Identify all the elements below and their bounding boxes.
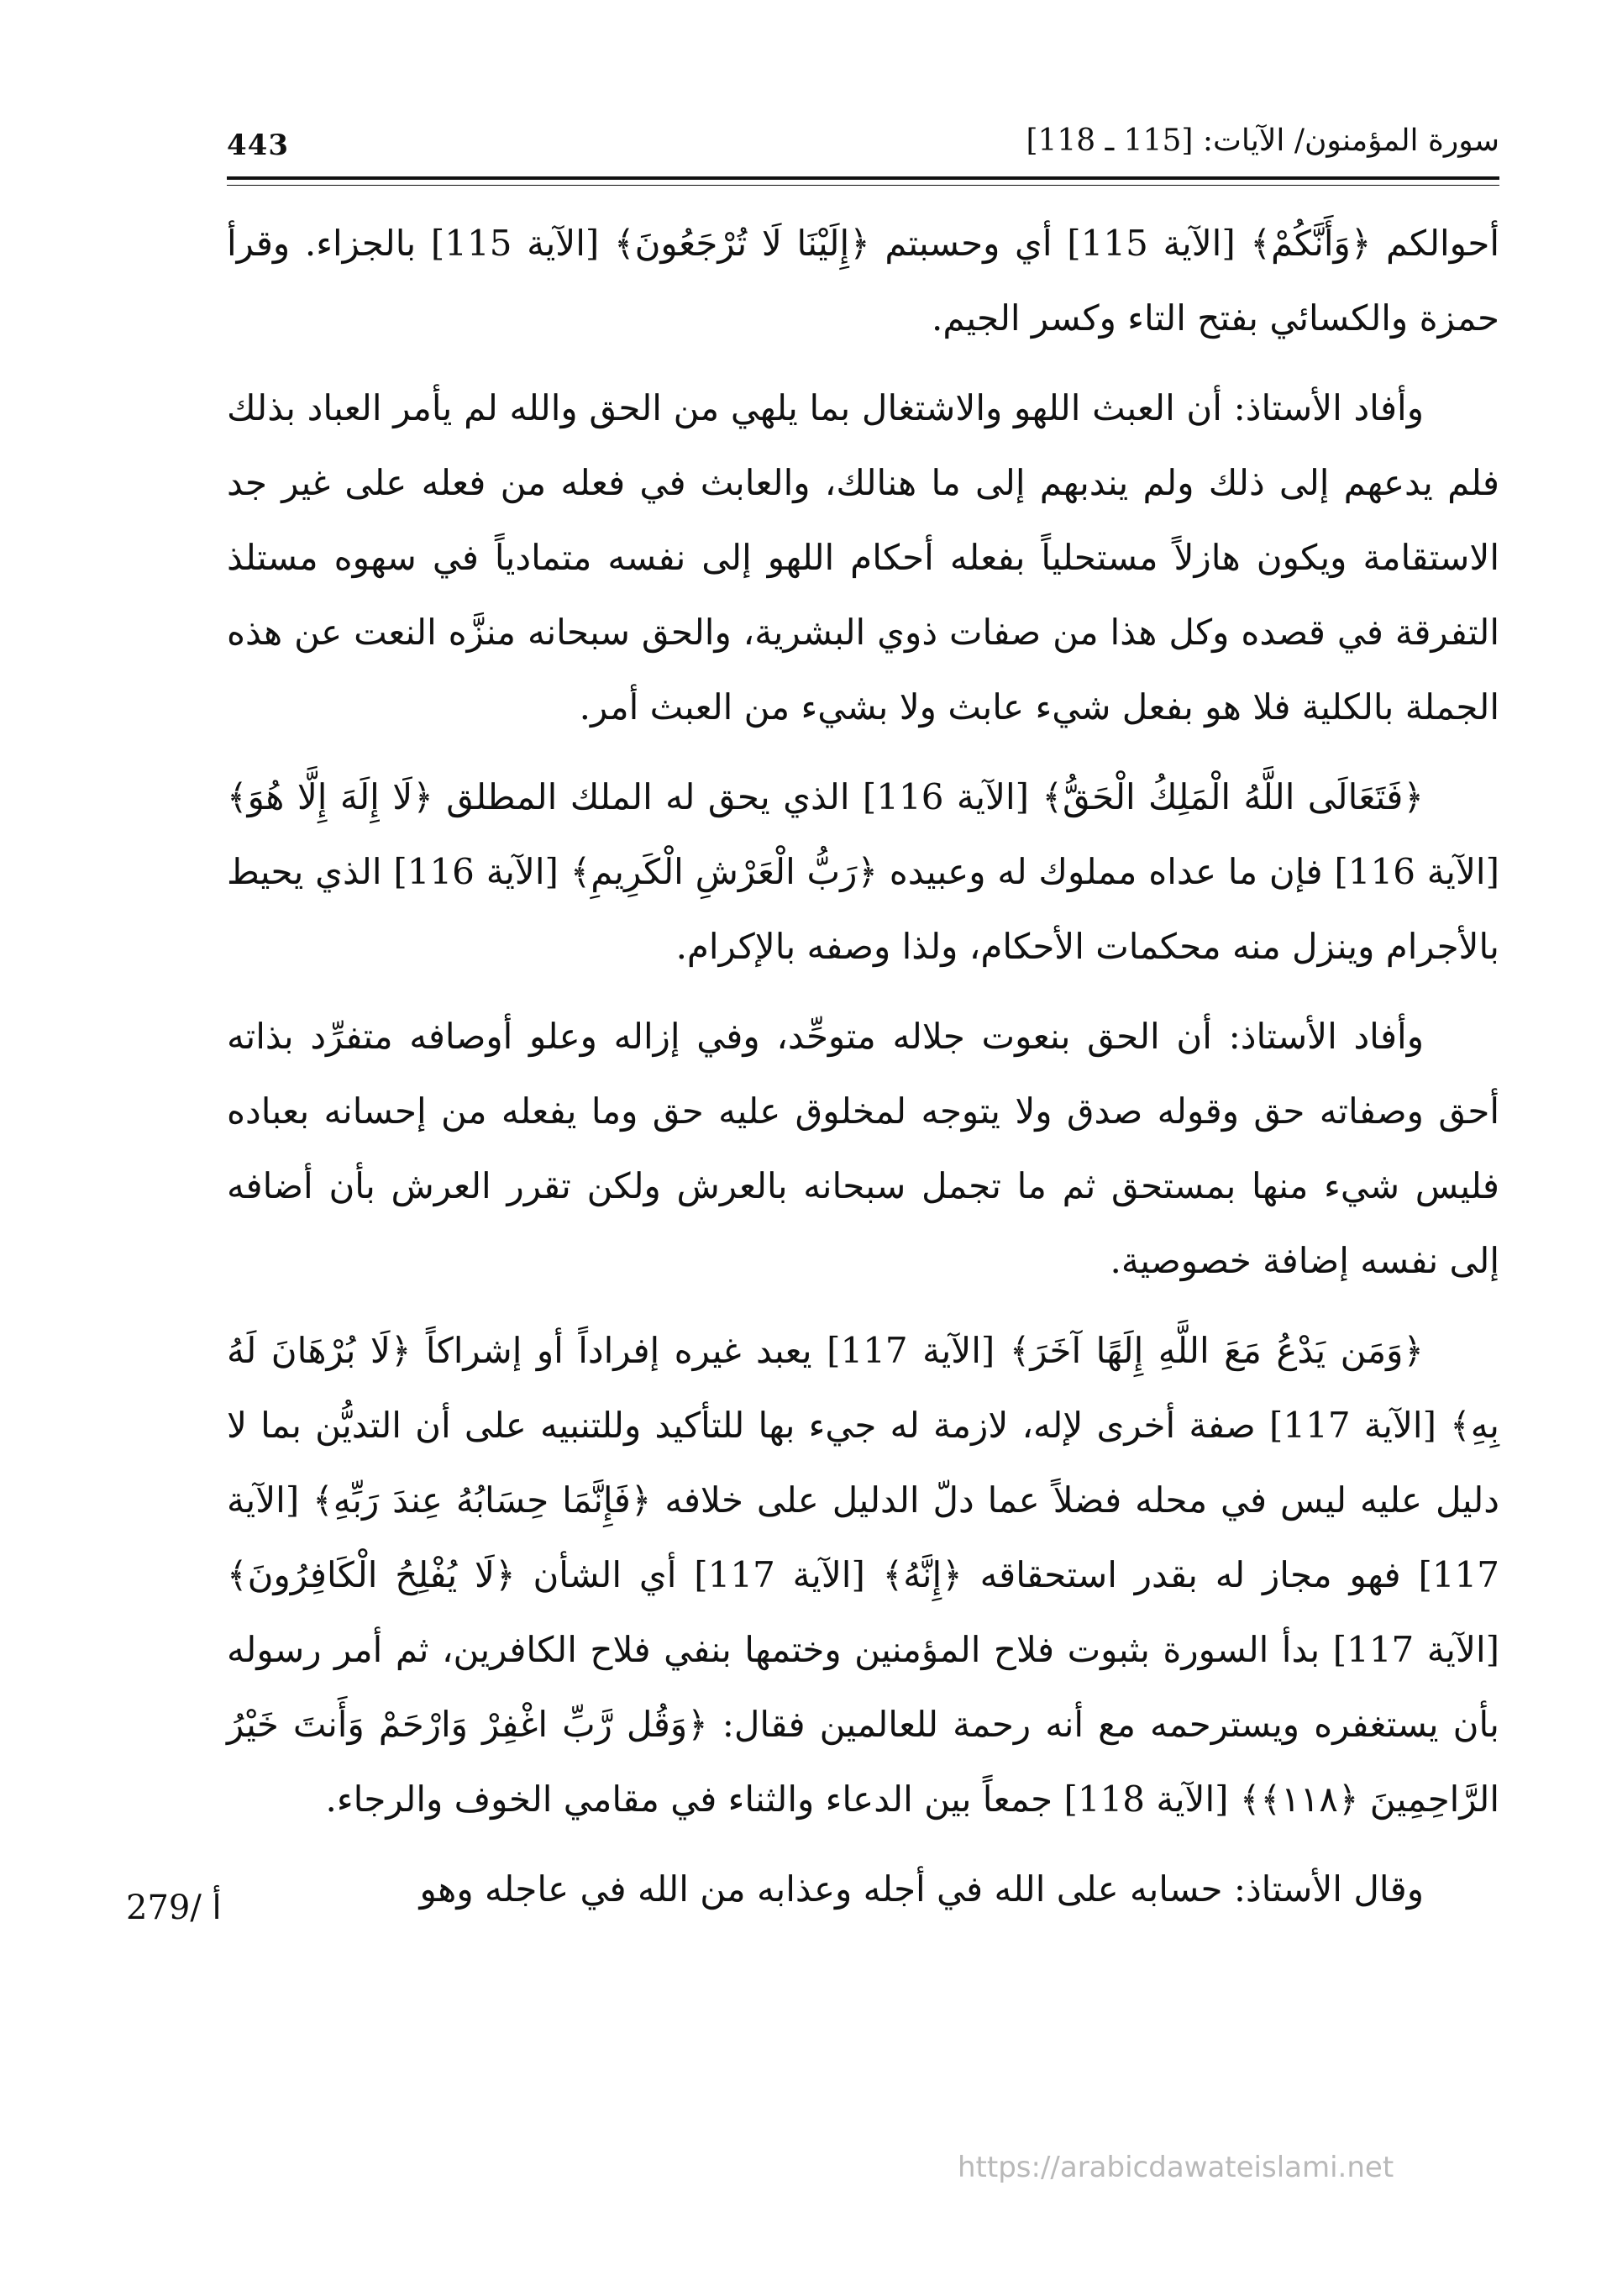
paragraph: ﴿وَمَن يَدْعُ مَعَ اللَّهِ إِلَهًا آخَرَ﴾ [الآية 117] يعبد غيره إفراداً أو إشراكاً ﴿لَا بُرْهَانَ لَهُ بِهِ﴾ [الآية 117] صفة أخرى لإله، لازمة له جيء بها للتأكيد وللتنبيه على أن التديُّن بما لا دليل عليه ليس في محله فضلاً عما دلّ الدليل على خلافه ﴿فَإِنَّمَا حِسَابُهُ عِندَ رَبِّهِ﴾ [الآية 117] فهو مجاز له بقدر استحقاقه ﴿إِنَّهُ﴾ [الآية 117] أي الشأن ﴿لَا يُفْلِحُ الْكَافِرُونَ﴾ [الآية 117] بدأ السورة بثبوت فلاح المؤمنين وختمها بنفي فلاح الكافرين، ثم أمر رسوله بأن يستغفره ويسترحمه مع أنه رحمة للعالمين فقال: ﴿وَقُل رَّبِّ اغْفِرْ وَارْحَمْ وَأَنتَ خَيْرُ الرَّاحِمِينَ ﴿١١٨﴾﴾ [الآية 118] جمعاً بين الدعاء والثناء في مقامي الخوف والرجاء. [227,1330,1499,1820]
page-header [227,122,1499,181]
page-number: 443 [227,129,289,162]
paragraph: وأفاد الأستاذ: أن الحق بنعوت جلاله متوحِّد، وفي إزاله وعلو أوصافه متفرِّد بذاته أحق وصفاته حق وقوله صدق ولا يتوجه لمخلوق عليه حق وما يفعله من إحسانه بعباده فليس شيء منها بمستحق ثم ما تجمل سبحانه بالعرش ولكن تقرر العرش بأن أضافه إلى نفسه إضافة خصوصية. [227,1016,1499,1281]
body-text [227,206,1499,1941]
watermark-url: https://arabicdawateislami.net [958,2151,1394,2184]
manuscript-folio-note: 279/ أ [126,1889,222,1927]
running-head: سورة المؤمنون/ الآيات: [115 ـ 118] [1026,123,1499,158]
paragraph: وقال الأستاذ: حسابه على الله في أجله وعذابه من الله في عاجله وهو [419,1868,1424,1910]
paragraph: أحوالكم ﴿وَأَنَّكُمْ﴾ [الآية 115] أي وحسبتم ﴿إِلَيْنَا لَا تُرْجَعُونَ﴾ [الآية 115] بالجزاء. وقرأ حمزة والكسائي بفتح التاء وكسر الجيم. [227,223,1499,339]
header-rule-thick [227,176,1499,180]
paragraph: وأفاد الأستاذ: أن العبث اللهو والاشتغال بما يلهي من الحق والله لم يأمر العباد بذلك فلم يدعهم إلى ذلك ولم يندبهم إلى ما هنالك، والعابث في فعله من فعله على غير جد الاستقامة ويكون هازلاً مستحلياً بفعله أحكام اللهو إلى نفسه متمادياً في سهوه مستلذ التفرقة في قصده وكل هذا من صفات ذوي البشرية، والحق سبحانه منزَّه النعت عن هذه الجملة بالكلية فلا هو بفعل شيء عابث ولا بشيء من العبث أمر. [227,387,1499,728]
header-rule-thin [227,185,1499,186]
paragraph: ﴿فَتَعَالَى اللَّهُ الْمَلِكُ الْحَقُّ﴾ [الآية 116] الذي يحق له الملك المطلق ﴿لَا إِلَهَ إِلَّا هُوَ﴾ [الآية 116] فإن ما عداه مملوك له وعبيده ﴿رَبُّ الْعَرْشِ الْكَرِيمِ﴾ [الآية 116] الذي يحيط بالأجرام وينزل منه محكمات الأحكام، ولذا وصفه بالإكرام. [227,776,1499,967]
